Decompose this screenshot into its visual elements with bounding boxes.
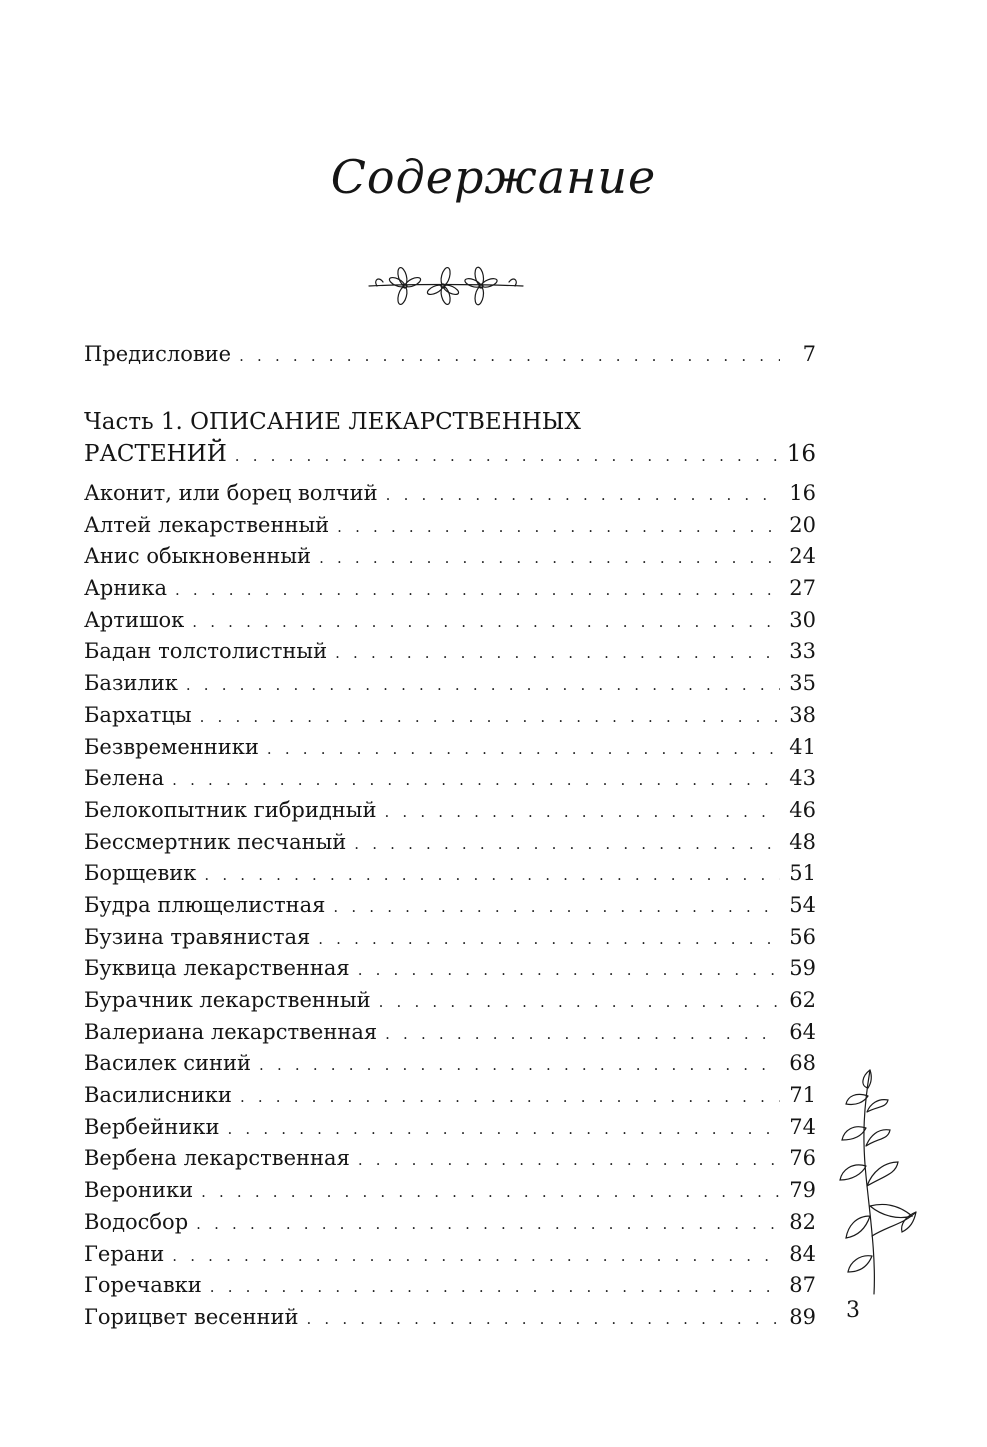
dot-leader: [186, 670, 780, 702]
dot-leader: [358, 1145, 780, 1177]
toc-entry[interactable]: [84, 795, 816, 827]
toc-entry-page: 62: [789, 988, 816, 1012]
toc-entry[interactable]: [84, 541, 816, 573]
toc-entry[interactable]: [84, 700, 816, 732]
toc-entry[interactable]: [84, 953, 816, 985]
dot-leader: [259, 1050, 780, 1082]
toc-entry-page: 35: [789, 671, 816, 696]
toc-entry[interactable]: [84, 763, 816, 795]
floral-ornament-icon: [367, 262, 525, 314]
toc-entry-page: 74: [789, 1114, 816, 1139]
toc-entry[interactable]: [84, 1175, 816, 1207]
dot-leader: [319, 543, 780, 575]
toc-entry[interactable]: [84, 1080, 816, 1112]
dot-leader: [358, 955, 780, 987]
toc-entry[interactable]: [84, 985, 816, 1017]
toc-entry-label: Водосбор: [84, 1209, 189, 1234]
dot-leader: [318, 924, 780, 956]
part-title-line2-row: [84, 438, 816, 470]
dot-leader: [337, 512, 780, 544]
toc-entry-label: Арника: [84, 576, 167, 601]
dot-leader: [172, 1241, 780, 1273]
toc-entry-label: Бурачник лекарственный: [84, 988, 371, 1012]
toc-entry-page: 7: [802, 342, 816, 366]
toc-entry[interactable]: [84, 732, 816, 764]
toc-entry-page: 89: [789, 1304, 816, 1329]
page-number: 3: [846, 1298, 860, 1323]
dot-leader: [239, 340, 780, 372]
toc-entry[interactable]: [84, 1143, 816, 1175]
toc-entry-page: 46: [789, 797, 816, 822]
toc-entry-label: Валериана лекарственная: [84, 1019, 378, 1044]
dot-leader: [172, 765, 780, 797]
toc-entry[interactable]: [84, 922, 816, 954]
toc-entry-label: Бадан толстолистный: [84, 639, 328, 664]
toc-entry-page: 82: [789, 1209, 816, 1234]
toc-entry[interactable]: [84, 1048, 816, 1080]
toc-entry-page: 48: [789, 829, 816, 854]
toc-entry-page: 84: [789, 1241, 816, 1266]
dot-leader: [201, 1177, 780, 1209]
toc-entry-label: Белена: [84, 766, 165, 791]
toc-entry-page: 43: [789, 766, 816, 791]
dot-leader: [228, 1114, 781, 1146]
toc-entry-page: 24: [789, 544, 816, 569]
toc-entry-label: Буквица лекарственная: [84, 956, 350, 981]
dot-leader: [192, 607, 780, 639]
dot-leader: [267, 734, 780, 766]
toc-entry-label: Вербена лекарственная: [84, 1146, 350, 1171]
toc-entry[interactable]: [84, 636, 816, 668]
toc-entry-page: 16: [789, 481, 816, 505]
toc-entry-label: Бархатцы: [84, 702, 192, 727]
toc-entry[interactable]: [84, 827, 816, 859]
dot-leader: [385, 1019, 780, 1051]
table-of-contents: [84, 338, 816, 1334]
toc-entry[interactable]: [84, 510, 816, 542]
toc-entry-label: Бессмертник песчаный: [84, 829, 347, 854]
toc-entry[interactable]: [84, 573, 816, 605]
dot-leader: [354, 829, 780, 861]
toc-entry-page: 59: [789, 956, 816, 981]
toc-entry[interactable]: [84, 1270, 816, 1302]
toc-entry-page: 71: [789, 1083, 816, 1108]
dot-leader: [200, 702, 780, 734]
part-title-line1: Часть 1. ОПИСАНИЕ ЛЕКАРСТВЕННЫХ: [84, 409, 581, 435]
toc-entry-label: Предисловие: [84, 342, 232, 366]
toc-entry-page: 51: [789, 861, 816, 886]
dot-leader: [175, 575, 780, 607]
dot-leader: [196, 1209, 780, 1241]
toc-entry[interactable]: [84, 1239, 816, 1271]
toc-entry-page: 64: [789, 1019, 816, 1044]
toc-entry-label: Базилик: [84, 671, 178, 696]
toc-entry-page: 56: [789, 924, 816, 949]
toc-entry-label: Алтей лекарственный: [84, 512, 330, 537]
toc-entry[interactable]: [84, 478, 816, 510]
toc-entry-label: Бузина травянистая: [84, 924, 311, 949]
toc-entry-label: Василисники: [84, 1083, 232, 1108]
toc-entry-label: Василек синий: [84, 1051, 252, 1076]
toc-entry-page: 54: [789, 892, 816, 917]
toc-entry-label: Белокопытник гибридный: [84, 797, 377, 822]
dot-leader: [306, 1304, 780, 1336]
toc-entry-page: 68: [789, 1051, 816, 1076]
leaf-branch-icon: [826, 1066, 918, 1296]
toc-entry-page: 16: [786, 441, 816, 467]
page-title: Содержание: [330, 150, 657, 204]
toc-entry[interactable]: [84, 1017, 816, 1049]
toc-entry-page: 87: [789, 1273, 816, 1298]
dot-leader: [204, 860, 780, 892]
toc-entry[interactable]: [84, 605, 816, 637]
toc-entry-label: Борщевик: [84, 861, 197, 886]
toc-entry-label: Герани: [84, 1241, 165, 1266]
dot-leader: [235, 440, 780, 472]
dot-leader: [335, 638, 780, 670]
toc-entry-label: Вероники: [84, 1178, 194, 1203]
toc-entry-preface[interactable]: [84, 338, 816, 370]
dot-leader: [240, 1082, 780, 1114]
toc-entry-label: Аконит, или борец волчий: [84, 481, 378, 505]
dot-leader: [210, 1272, 780, 1304]
dot-leader: [386, 480, 780, 512]
toc-entry-list: [84, 478, 816, 1334]
toc-entry-label: Артишок: [84, 607, 185, 632]
toc-entry-page: 20: [789, 512, 816, 537]
toc-entry[interactable]: [84, 1112, 816, 1144]
toc-entry-page: 33: [789, 639, 816, 664]
toc-entry-label: Будра плющелистная: [84, 892, 326, 917]
toc-entry-label: Вербейники: [84, 1114, 220, 1139]
toc-entry-label: Горицвет весенний: [84, 1304, 299, 1329]
toc-entry[interactable]: [84, 668, 816, 700]
toc-entry-page: 27: [789, 576, 816, 601]
part-title-line2: РАСТЕНИЙ: [84, 441, 227, 467]
toc-entry[interactable]: [84, 858, 816, 890]
toc-part-1[interactable]: [84, 406, 816, 470]
toc-entry-page: 41: [789, 734, 816, 759]
toc-entry-page: 79: [789, 1178, 816, 1203]
dot-leader: [333, 892, 780, 924]
toc-entry-page: 30: [789, 607, 816, 632]
toc-entry-label: Анис обыкновенный: [84, 544, 312, 569]
toc-entry[interactable]: [84, 1302, 816, 1334]
toc-entry[interactable]: [84, 890, 816, 922]
toc-entry-page: 38: [789, 702, 816, 727]
toc-entry-label: Безвременники: [84, 734, 259, 759]
toc-entry[interactable]: [84, 1207, 816, 1239]
toc-entry-label: Горечавки: [84, 1273, 202, 1298]
dot-leader: [379, 987, 780, 1019]
dot-leader: [384, 797, 780, 829]
toc-entry-page: 76: [789, 1146, 816, 1171]
